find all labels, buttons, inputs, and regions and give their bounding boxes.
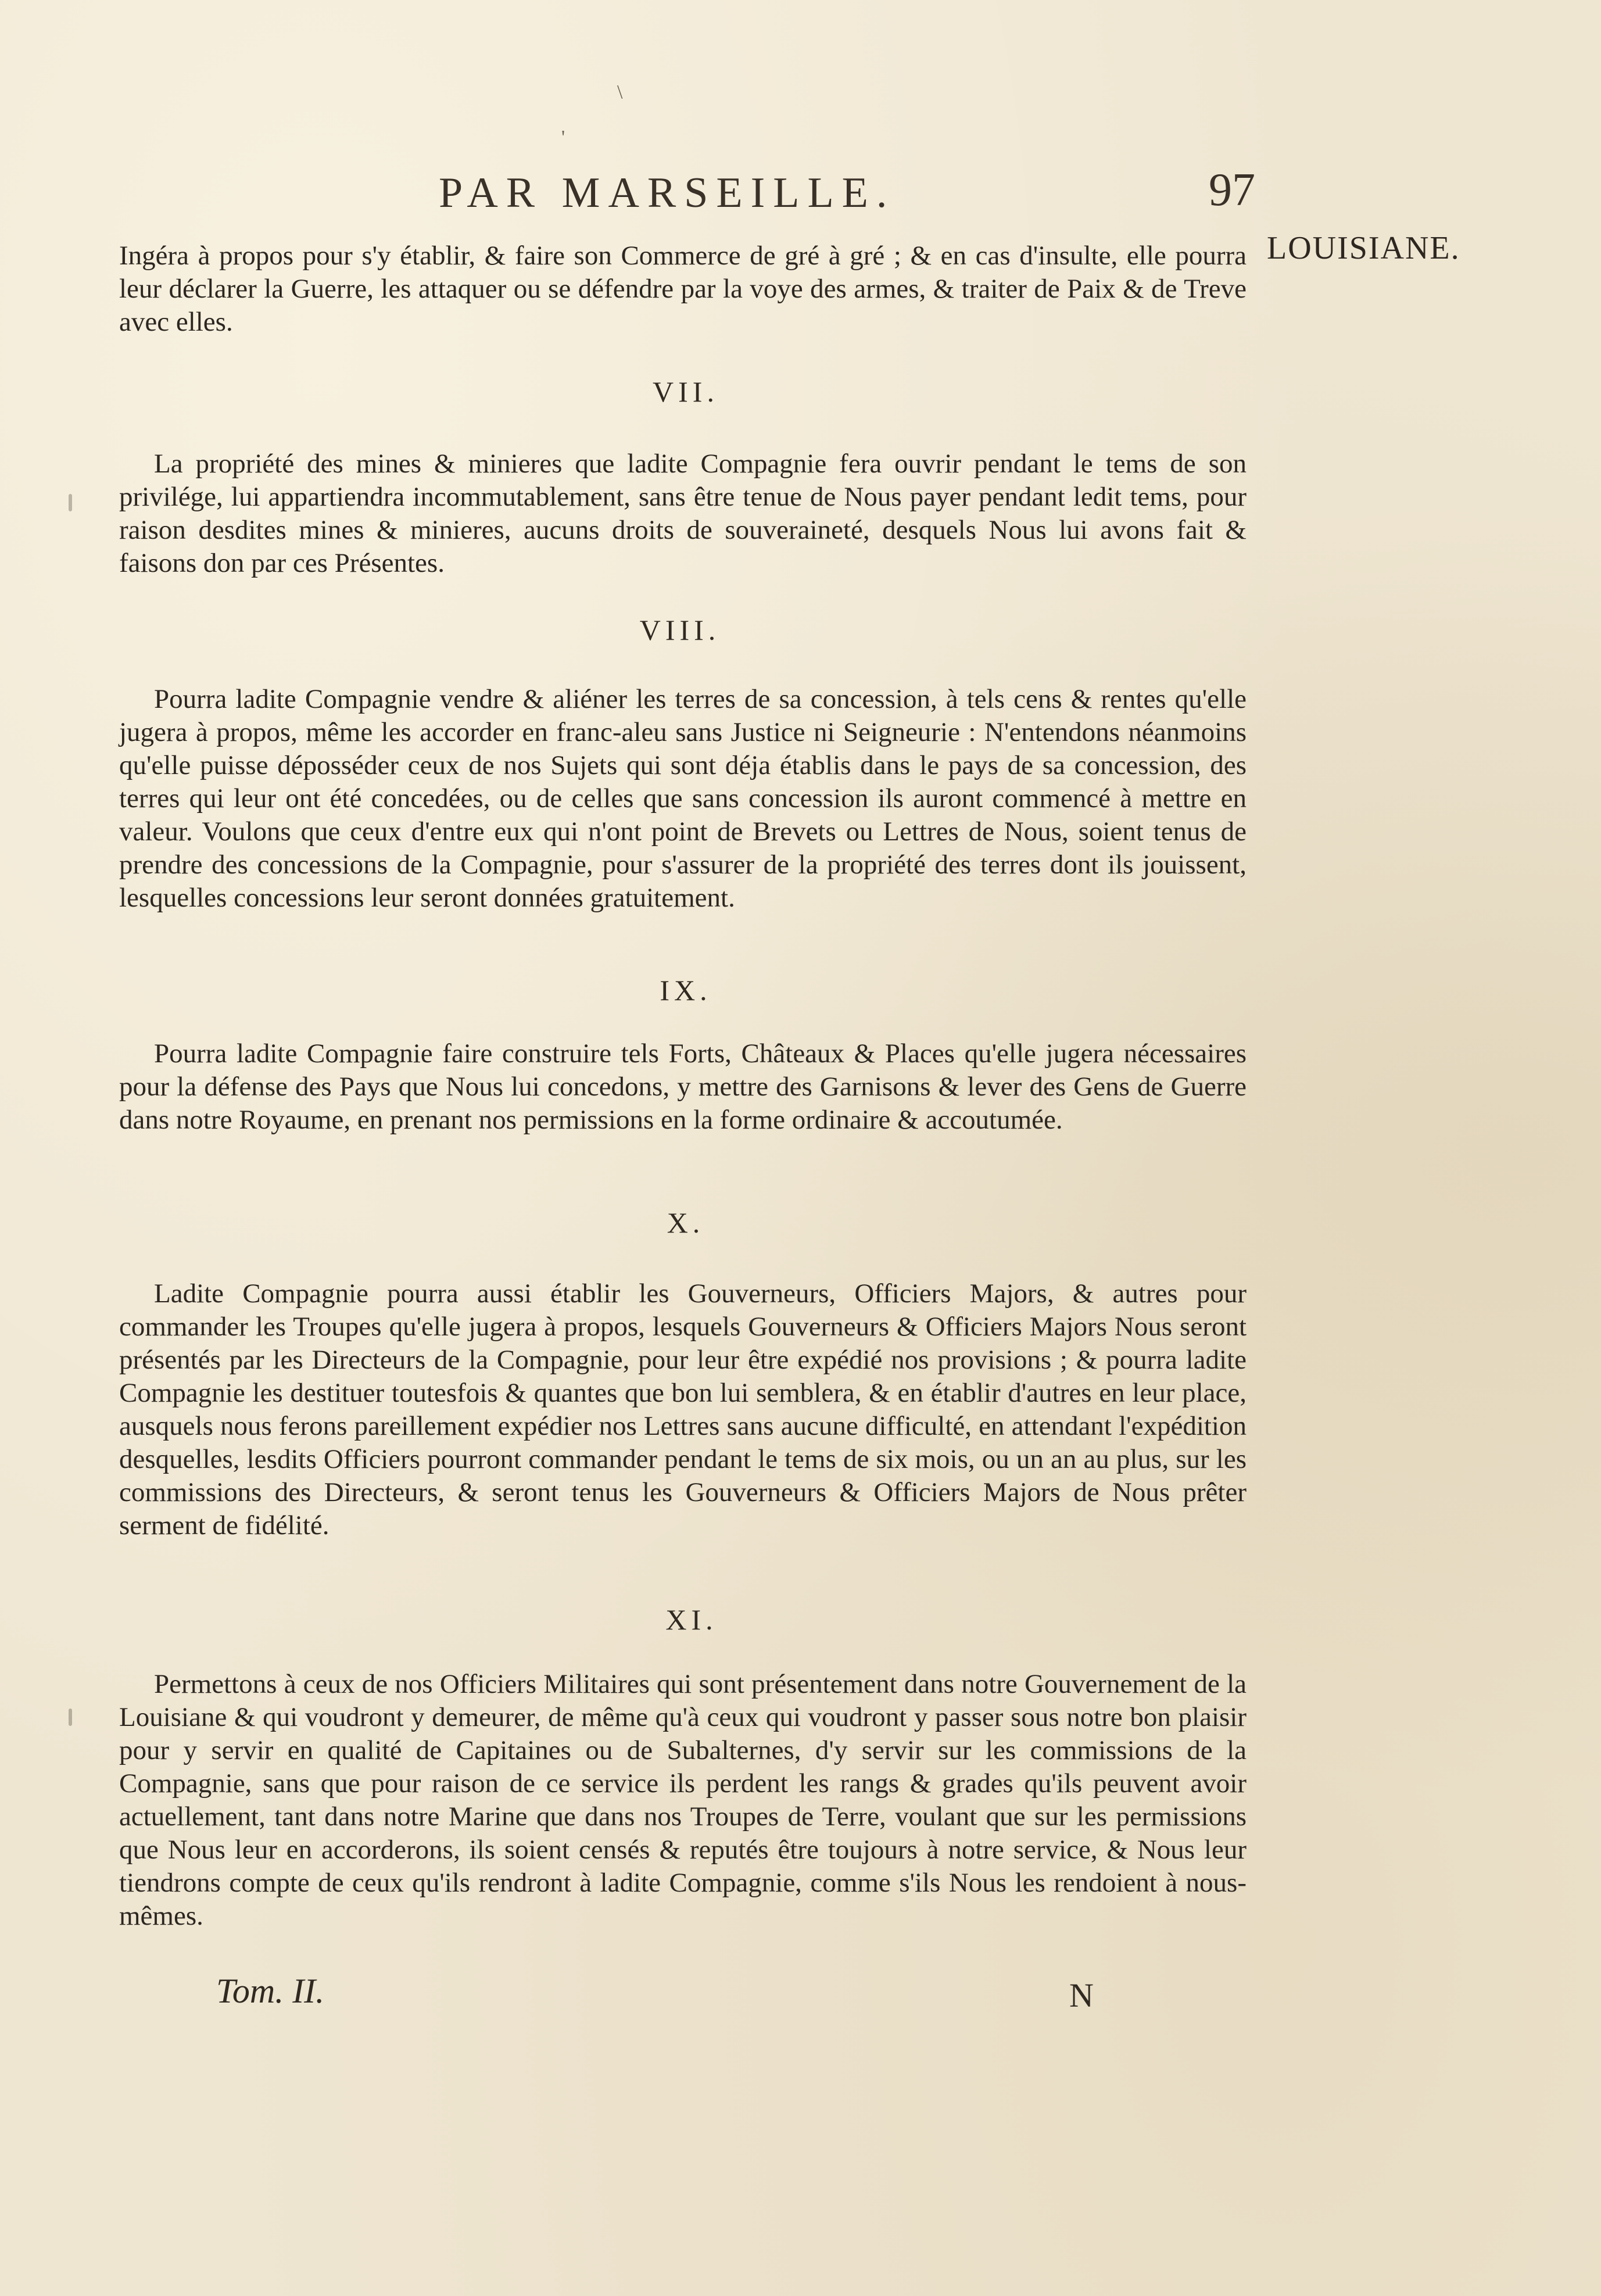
paragraph-text: La propriété des mines & minieres que ladite Compagnie fera ouvrir pendant le tems de son privilége, lui appartiendra incommutablement, sans être tenue de Nous payer pendant ledit tems, pour raison desdites mines & minieres, aucuns droits de souveraineté, desquels Nous lui avons fait & faisons don par ces Présentes. <box>119 449 1247 578</box>
margin-smudge <box>69 1708 72 1726</box>
article-heading: VII. <box>653 375 719 408</box>
article-x <box>119 1277 1247 1542</box>
article-ix <box>119 1037 1247 1137</box>
paragraph-text: Pourra ladite Compagnie vendre & aliéner les terres de sa concession, à tels cens & rentes qu'elle jugera à propos, même les accorder en franc-aleu sans Justice ni Seigneurie : N'entendons néanmoins qu'elle puisse déposséder ceux de nos Sujets qui sont déja établis dans le pays de sa concession, des terres qui leur ont été concedées, ou de celles que sans concession ils auront commencé à mettre en valeur. Voulons que ceux d'entre eux qui n'ont point de Brevets ou Lettres de Nous, soient tenus de prendre des concessions de la Compagnie, pour s'assurer de la propriété des terres dont ils jouissent, lesquelles concessions leur seront données gratuitement. <box>119 684 1247 913</box>
article-heading: X. <box>667 1206 705 1239</box>
paragraph-continued <box>119 239 1247 339</box>
volume-mark: Tom. II. <box>216 1972 325 2010</box>
page-number: 97 <box>1209 164 1255 216</box>
article-viii <box>119 683 1247 915</box>
signature-mark: N <box>1069 1976 1094 2014</box>
margin-smudge <box>69 494 72 511</box>
running-header: PAR MARSEILLE. <box>439 169 896 217</box>
paragraph-text: Permettons à ceux de nos Officiers Militaires qui sont présentement dans notre Gouvernement de la Louisiane & qui voudront y demeurer, de même qu'à ceux qui voudront y passer sous notre bon plaisir pour y servir en qualité de Capitaines ou de Subalternes, d'y servir sur les commissions de la Compagnie, sans que pour raison de ce service ils perdent les rangs & grades qu'ils peuvent avoir actuellement, tant dans notre Marine que dans nos Troupes de Terre, voulant que sur les permissions que Nous leur en accorderons, ils soient censés & reputés être toujours à notre service, & Nous leur tiendrons compte de ceux qu'ils rendront à ladite Compagnie, comme s'ils Nous les rendoient à nous-mêmes. <box>119 1669 1247 1931</box>
paragraph-text: Pourra ladite Compagnie faire construire tels Forts, Châteaux & Places qu'elle jugera nécessaires pour la défense des Pays que Nous lui concedons, y mettre des Garnisons & lever des Gens de Guerre dans notre Royaume, en prenant nos permissions en la forme ordinaire & accoutumée. <box>119 1038 1247 1135</box>
stray-mark: ' <box>561 127 565 148</box>
article-xi <box>119 1668 1247 1933</box>
article-heading: IX. <box>660 974 712 1006</box>
article-heading: VIII. <box>639 614 721 646</box>
article-heading: XI. <box>665 1603 718 1636</box>
stray-mark: \ <box>617 81 623 103</box>
paragraph-text: Ingéra à propos pour s'y établir, & faire son Commerce de gré à gré ; & en cas d'insulte, elle pourra leur déclarer la Guerre, les attaquer ou se défendre par la voye des armes, & traiter de Paix & de Treve avec elles. <box>119 241 1247 337</box>
article-vii <box>119 447 1247 580</box>
margin-note: LOUISIANE. <box>1267 230 1460 266</box>
paragraph-text: Ladite Compagnie pourra aussi établir les Gouverneurs, Officiers Majors, & autres pour commander les Troupes qu'elle jugera à propos, lesquels Gouverneurs & Officiers Majors Nous seront présentés par les Directeurs de la Compagnie, pour leur être expédié nos provisions ; & pourra ladite Compagnie les destituer toutesfois & quantes que bon lui semblera, & en établir d'autres en leur place, ausquels nous ferons pareillement expédier nos Lettres sans aucune difficulté, en attendant l'expédition desquelles, lesdits Officiers pourront commander pendant le tems de six mois, ou un an au plus, sur les commissions des Directeurs, & seront tenus les Gouverneurs & Officiers Majors de Nous prêter serment de fidélité. <box>119 1278 1247 1541</box>
